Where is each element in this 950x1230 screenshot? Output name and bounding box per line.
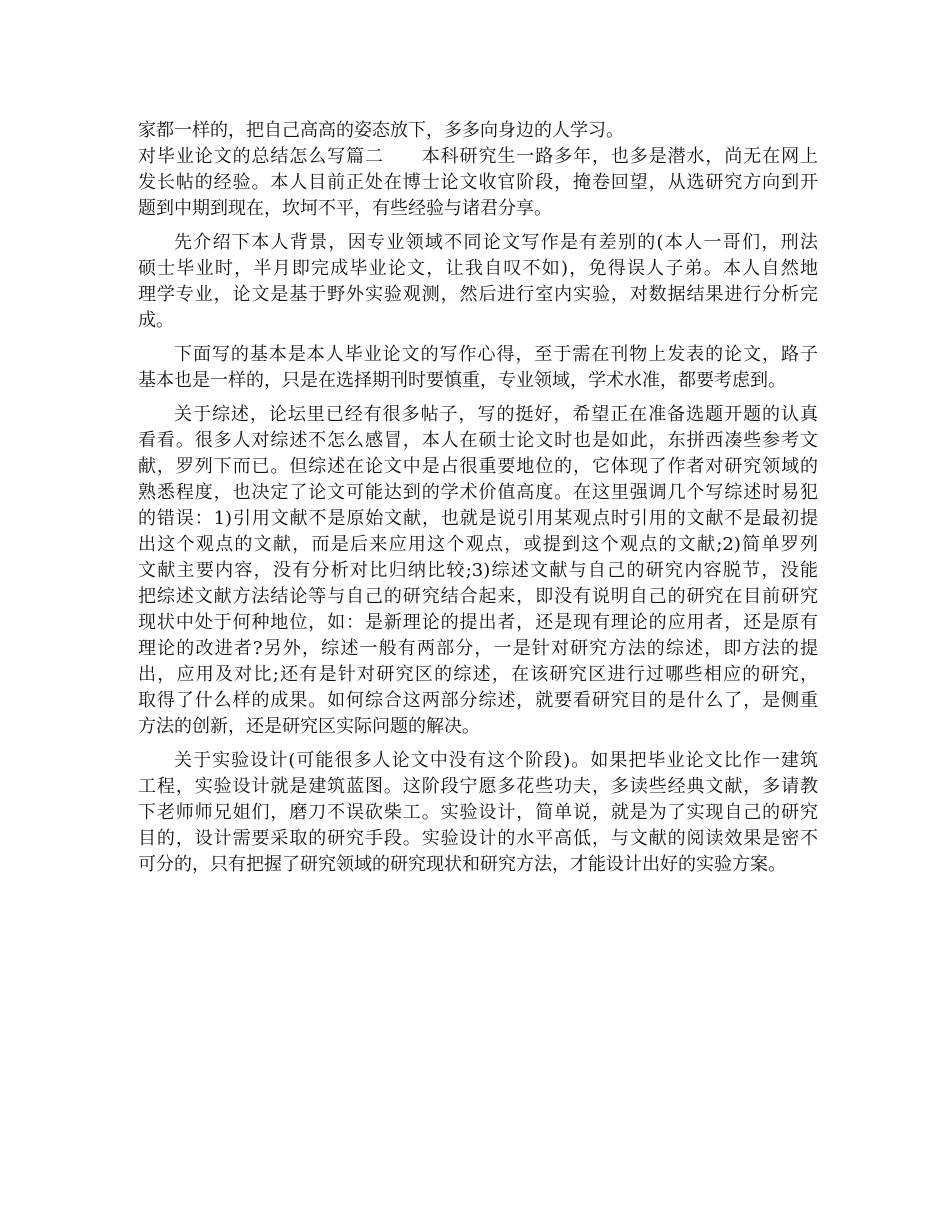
document-page — [138, 118, 818, 886]
text-line: 成。 — [138, 310, 174, 331]
paragraph-1 — [138, 118, 818, 144]
text-line: 的错误：1)引用文献不是原始文献，也就是说引用某观点时引用的文献不是最初提 — [138, 508, 818, 529]
text-line: 出这个观点的文献，而是后来应用这个观点，或提到这个观点的文献;2)简单罗列 — [138, 534, 818, 555]
paragraph-2 — [138, 144, 818, 222]
text-line: 方法的创新，还是研究区实际问题的解决。 — [138, 716, 480, 737]
text-line: 献，罗列下而已。但综述在论文中是占很重要地位的，它体现了作者对研究领域的 — [138, 456, 818, 477]
text-line: 对毕业论文的总结怎么写篇二 本科研究生一路多年，也多是潜水，尚无在网上 — [138, 146, 818, 167]
text-line: 关于实验设计(可能很多人论文中没有这个阶段)。如果把毕业论文比作一建筑 — [174, 750, 818, 771]
paragraph-6 — [138, 748, 818, 878]
text-line: 理学专业，论文是基于野外实验观测，然后进行室内实验，对数据结果进行分析完 — [138, 284, 818, 305]
text-line: 目的，设计需要采取的研究手段。实验设计的水平高低，与文献的阅读效果是密不 — [138, 828, 818, 849]
text-line: 理论的改进者?另外，综述一般有两部分，一是针对研究方法的综述，即方法的提 — [138, 638, 818, 659]
paragraph-5 — [138, 402, 818, 740]
text-line: 硕士毕业时，半月即完成毕业论文，让我自叹不如)，免得误人子弟。本人自然地 — [138, 258, 818, 279]
text-line: 下面写的基本是本人毕业论文的写作心得，至于需在刊物上发表的论文，路子 — [174, 344, 818, 365]
text-line: 熟悉程度，也决定了论文可能达到的学术价值高度。在这里强调几个写综述时易犯 — [138, 482, 818, 503]
text-line: 可分的，只有把握了研究领域的研究现状和研究方法，才能设计出好的实验方案。 — [138, 854, 786, 875]
paragraph-3 — [138, 230, 818, 334]
text-line: 题到中期到现在，坎坷不平，有些经验与诸君分享。 — [138, 198, 552, 219]
paragraph-4 — [138, 342, 818, 394]
text-line: 基本也是一样的，只是在选择期刊时要慎重，专业领域，学术水准，都要考虑到。 — [138, 370, 786, 391]
text-line: 发长帖的经验。本人目前正处在博士论文收官阶段，掩卷回望，从选研究方向到开 — [138, 172, 818, 193]
text-line: 取得了什么样的成果。如何综合这两部分综述，就要看研究目的是什么了，是侧重 — [138, 690, 818, 711]
text-line: 现状中处于何种地位，如：是新理论的提出者，还是现有理论的应用者，还是原有 — [138, 612, 818, 633]
text-line: 文献主要内容，没有分析对比归纳比较;3)综述文献与自己的研究内容脱节，没能 — [138, 560, 818, 581]
text-line: 看看。很多人对综述不怎么感冒，本人在硕士论文时也是如此，东拼西凑些参考文 — [138, 430, 818, 451]
text-line: 关于综述，论坛里已经有很多帖子，写的挺好，希望正在准备选题开题的认真 — [174, 404, 818, 425]
text-line: 把综述文献方法结论等与自己的研究结合起来，即没有说明自己的研究在目前研究 — [138, 586, 818, 607]
text-line: 下老师师兄姐们，磨刀不误砍柴工。实验设计，简单说，就是为了实现自己的研究 — [138, 802, 818, 823]
text-line: 工程，实验设计就是建筑蓝图。这阶段宁愿多花些功夫，多读些经典文献，多请教 — [138, 776, 818, 797]
text-line: 出，应用及对比;还有是针对研究区的综述，在该研究区进行过哪些相应的研究， — [138, 664, 818, 685]
text-line: 先介绍下本人背景，因专业领域不同论文写作是有差别的(本人一哥们，刑法 — [174, 232, 818, 253]
text-line: 家都一样的，把自己高高的姿态放下，多多向身边的人学习。 — [138, 120, 624, 141]
